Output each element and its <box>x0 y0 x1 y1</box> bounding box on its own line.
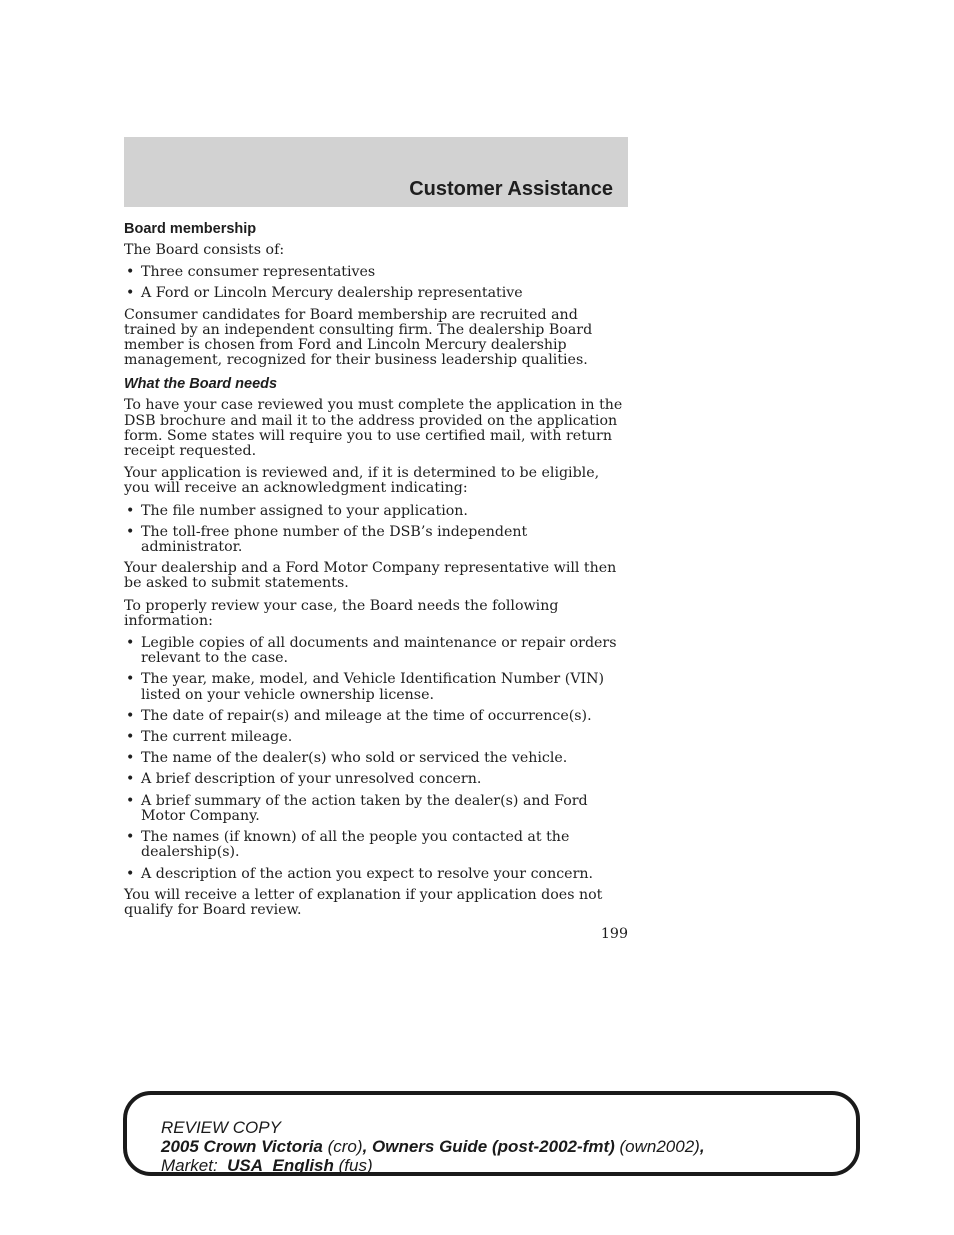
list-item: • A Ford or Lincoln Mercury dealership representative <box>124 286 628 301</box>
board-members-list <box>124 265 628 301</box>
information-list <box>124 636 628 882</box>
needs-paragraph-3: Your dealership and a Ford Motor Company representative will then be asked to submit statements. <box>124 560 617 592</box>
acknowledgment-list <box>124 504 628 556</box>
page-number: 199 <box>600 926 628 942</box>
section-heading-board-membership: Board membership <box>124 221 257 237</box>
list-item: • A brief summary of the action taken by the dealer(s) and Ford Motor Company. <box>124 794 628 824</box>
list-item: • The year, make, model, and Vehicle Identification Number (VIN) listed on your vehicle ownership license. <box>124 672 628 702</box>
board-paragraph: Consumer candidates for Board membership are recruited and trained by an independent consulting firm. The dealership Board member is chosen from Ford and Lincoln Mercury dealership management, recognized for their business leadership qualities. <box>124 306 593 369</box>
board-intro: The Board consists of: <box>124 242 285 258</box>
list-item: • A brief description of your unresolved concern. <box>124 772 628 787</box>
needs-paragraph-4: To properly review your case, the Board needs the following information: <box>124 597 559 629</box>
review-model-code: (cro) <box>327 1137 363 1156</box>
list-item: • The name of the dealer(s) who sold or serviced the vehicle. <box>124 751 628 766</box>
list-item: • The current mileage. <box>124 730 628 745</box>
review-guide-code: (own2002) <box>619 1137 700 1156</box>
section-heading-board-needs: What the Board needs <box>124 376 278 393</box>
list-item: • The toll-free phone number of the DSB’s independent administrator. <box>124 525 628 555</box>
review-copy-label: REVIEW COPY <box>161 1118 281 1137</box>
page-content <box>124 220 628 925</box>
review-market-code: (fus) <box>338 1156 373 1175</box>
review-guide: , Owners Guide (post-2002-fmt) <box>362 1137 615 1156</box>
list-item: • The names (if known) of all the people you contacted at the dealership(s). <box>124 830 628 860</box>
list-item: • Three consumer representatives <box>124 265 628 280</box>
needs-paragraph-1: To have your case reviewed you must complete the application in the DSB brochure and mail it to the address provided on the application form. Some states will require you to use certified mail, with return receipt requested. <box>124 397 623 460</box>
review-copy-text <box>161 1118 705 1175</box>
review-comma: , <box>699 1137 705 1156</box>
list-item: • Legible copies of all documents and maintenance or repair orders relevant to the case. <box>124 636 628 666</box>
list-item: • The file number assigned to your application. <box>124 504 628 519</box>
review-copy-model-line <box>161 1137 705 1156</box>
needs-paragraph-5: You will receive a letter of explanation if your application does not qualify for Board review. <box>124 886 603 918</box>
list-item: • The date of repair(s) and mileage at the time of occurrence(s). <box>124 709 628 724</box>
page-title: Customer Assistance <box>409 178 613 200</box>
needs-paragraph-2: Your application is reviewed and, if it is determined to be eligible, you will receive an acknowledgment indicating: <box>124 465 600 497</box>
review-copy-market-line <box>161 1156 705 1175</box>
header-band <box>124 137 628 207</box>
review-model: 2005 Crown Victoria <box>161 1137 323 1156</box>
review-market-label: Market: <box>161 1156 218 1175</box>
review-market: USA_English <box>227 1156 334 1175</box>
list-item: • A description of the action you expect to resolve your concern. <box>124 867 628 882</box>
